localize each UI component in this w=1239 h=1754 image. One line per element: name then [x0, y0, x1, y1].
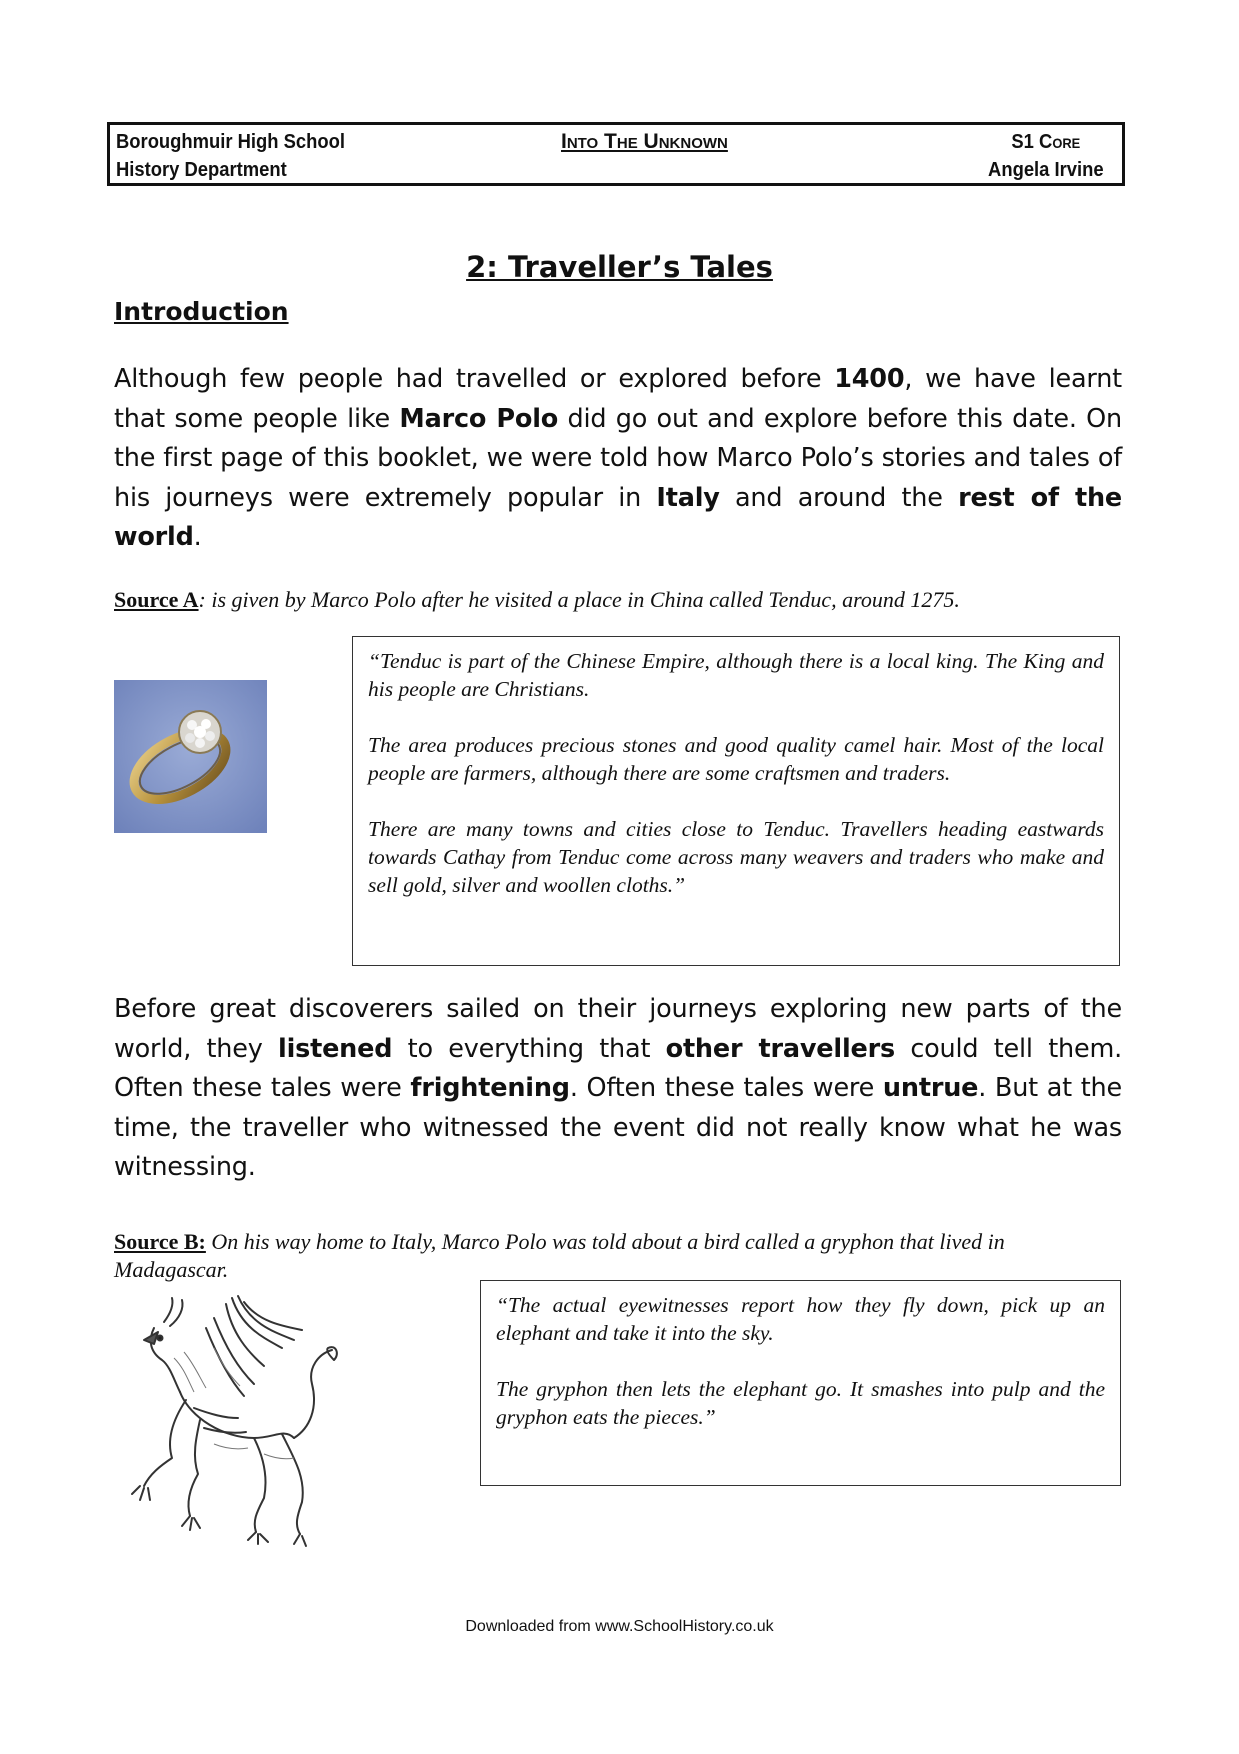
- intro-text-4: and around the: [719, 482, 959, 513]
- page-title: 2: Traveller’s Tales: [466, 250, 773, 284]
- middle-text-2: to everything that: [392, 1033, 666, 1064]
- source-a-caption-text: : is given by Marco Polo after he visited a place in China called Tenduc, around 1275.: [198, 587, 960, 612]
- source-b-quote-box: [480, 1280, 1121, 1486]
- source-a-caption: [114, 586, 1124, 614]
- source-b-label: Source B:: [114, 1229, 206, 1254]
- author-name: Angela Irvine: [988, 159, 1104, 181]
- intro-bold-2: Marco Polo: [399, 403, 559, 434]
- middle-text-4: . Often these tales were: [569, 1073, 883, 1103]
- source-b-quote-para-1: “The actual eyewitnesses report how they fly down, pick up an elephant and take it into the sky.: [496, 1293, 1105, 1345]
- intro-text-5: .: [193, 522, 202, 552]
- department-name: History Department: [116, 159, 287, 181]
- intro-bold-4: rest of the world: [114, 482, 1122, 552]
- header-box: [107, 122, 1125, 186]
- intro-text-2: , we have learnt that some people like: [114, 364, 1122, 434]
- middle-bold-1: listened: [278, 1033, 393, 1064]
- source-b-quote-para-2: The gryphon then lets the elephant go. It smashes into pulp and the gryphon eats the pieces.”: [496, 1377, 1105, 1429]
- middle-bold-4: untrue: [882, 1073, 979, 1103]
- course-name: S1 Core: [1011, 131, 1081, 153]
- source-a-label: Source A: [114, 587, 199, 612]
- intro-text-1: Although few people had travelled or explored before: [114, 364, 835, 394]
- middle-bold-2: other travellers: [665, 1033, 895, 1064]
- middle-bold-3: frightening: [410, 1073, 570, 1103]
- intro-bold-3: Italy: [656, 482, 720, 513]
- gryphon-image: [114, 1288, 344, 1548]
- middle-text-5: . But at the time, the traveller who witnessed the event did not really know what he was witnessing.: [114, 1073, 1123, 1182]
- school-name: Boroughmuir High School: [116, 131, 345, 153]
- source-b-caption-text: On his way home to Italy, Marco Polo was told about a bird called a gryphon that lived in Madagascar.: [114, 1229, 1005, 1282]
- intro-heading: Introduction: [114, 297, 289, 326]
- middle-text-3: could tell them. Often these tales were: [114, 1033, 1122, 1103]
- intro-text-3: did go out and explore before this date. On the first page of this booklet, we were told how Marco Polo’s stories and tales of his journeys were extremely popular in: [114, 403, 1123, 513]
- unit-title: Into The Unknown: [561, 130, 728, 153]
- source-a-quote-box: [352, 636, 1120, 966]
- intro-bold-1: 1400: [834, 364, 905, 394]
- ring-image: [114, 680, 267, 833]
- footer-credit: Downloaded from www.SchoolHistory.co.uk: [465, 1618, 774, 1635]
- header-right: [988, 128, 1104, 184]
- middle-text-1: Before great discoverers sailed on their journeys exploring new parts of the world, they: [114, 994, 1122, 1064]
- header-left: [116, 128, 345, 184]
- source-a-quote-para-3: There are many towns and cities close to Tenduc. Travellers heading eastwards towards Cathay from Tenduc come across many weavers and traders who make and sell gold, silver and woollen cloths.”: [368, 817, 1104, 897]
- source-a-quote-para-1: “Tenduc is part of the Chinese Empire, although there is a local king. The King and his people are Christians.: [368, 649, 1104, 701]
- middle-paragraph: [114, 990, 1122, 1188]
- source-b-caption: [114, 1228, 1124, 1284]
- source-a-quote-para-2: The area produces precious stones and good quality camel hair. Most of the local people are farmers, although there are some craftsmen and traders.: [368, 733, 1104, 785]
- intro-paragraph: [114, 360, 1122, 558]
